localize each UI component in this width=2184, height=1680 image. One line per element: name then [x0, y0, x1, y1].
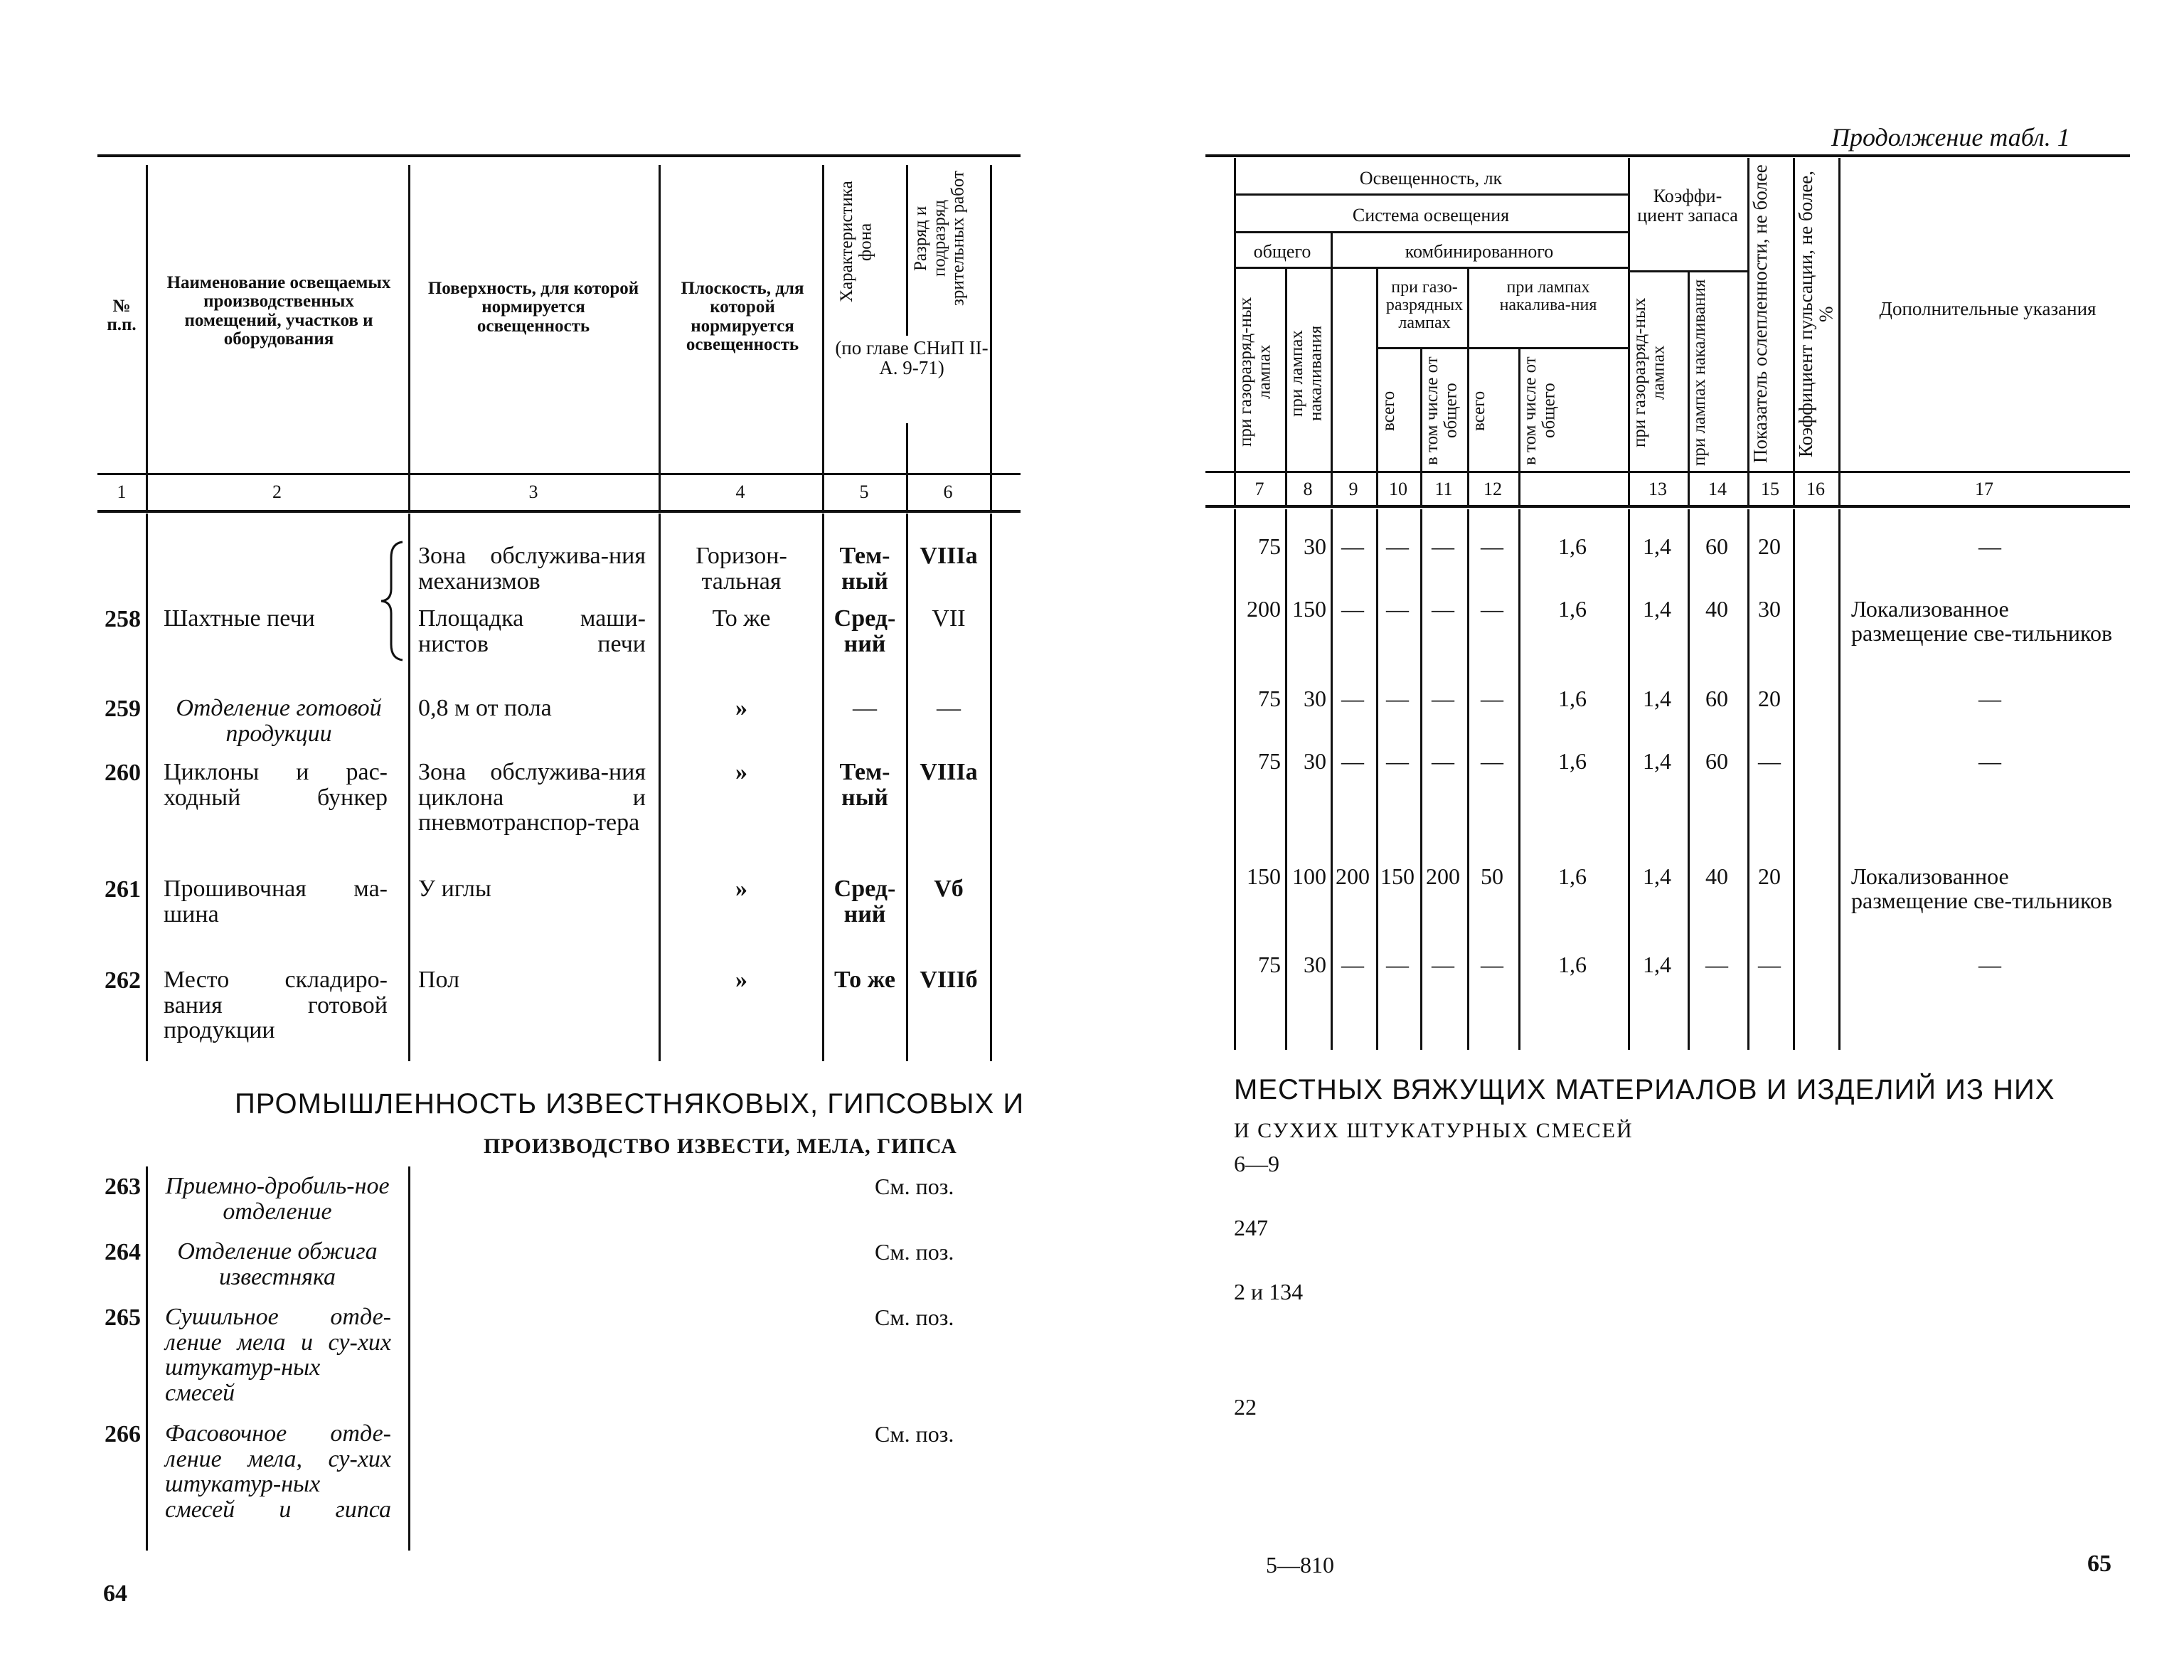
col-divider	[1838, 158, 1841, 505]
row-261-name: Прошивочная ма-шина	[164, 876, 388, 927]
table-cell-note: —	[1978, 533, 2001, 559]
row-259-num: 259	[105, 696, 141, 722]
row-262-surface: Пол	[418, 967, 460, 993]
table-cell-note: Локализованное размещение све-тильников	[1851, 596, 2113, 646]
row-258a-plane: Горизон-тальная	[696, 543, 787, 595]
col-divider	[822, 514, 824, 1061]
right-page	[1092, 0, 2184, 1680]
row-259-bg: —	[853, 695, 877, 721]
header-col13: при газоразряд-ных лампах	[1630, 297, 1668, 447]
colnum-bottom-rule	[1205, 505, 2130, 508]
table-cell: —	[1432, 686, 1454, 711]
colnum-15: 15	[1761, 479, 1779, 499]
page-number-left: 64	[103, 1580, 127, 1607]
row-266-ref: См. поз.	[875, 1421, 954, 1447]
table-cell: —	[1481, 533, 1503, 559]
col-divider	[146, 1166, 148, 1551]
header-col12: в том числе от общего	[1520, 356, 1559, 465]
row-261-grade: Vб	[934, 876, 964, 902]
row-262-plane: »	[735, 967, 747, 993]
colnum-12: 12	[1483, 479, 1502, 499]
col-divider	[1467, 269, 1469, 505]
table-cell: —	[1341, 952, 1364, 977]
table-cell: —	[1432, 748, 1454, 774]
col-divider	[1467, 509, 1469, 1050]
col-divider	[1628, 509, 1630, 1050]
table-cell: 60	[1705, 533, 1728, 559]
header-combined: комбинированного	[1405, 241, 1554, 262]
row-261-num: 261	[105, 876, 141, 903]
header-col15: Показатель ослепленности, не более	[1749, 164, 1771, 464]
table-cell: 75	[1258, 533, 1281, 559]
section-title-left: ПРОМЫШЛЕННОСТЬ ИЗВЕСТНЯКОВЫХ, ГИПСОВЫХ И	[235, 1088, 1025, 1120]
col-divider	[1420, 509, 1422, 1050]
table-cell: 60	[1705, 686, 1728, 711]
table-cell: —	[1341, 748, 1364, 774]
row-260-plane: »	[735, 759, 747, 785]
col-divider	[1518, 509, 1520, 1050]
header-col11: всего	[1469, 390, 1488, 431]
general-bottom-rule	[1234, 267, 1628, 269]
colnum-2: 2	[272, 482, 282, 502]
table-cell: 30	[1304, 748, 1326, 774]
table-cell: 200	[1336, 863, 1370, 889]
footer-code: 5—810	[1266, 1552, 1334, 1578]
table-cell: 1,6	[1558, 686, 1587, 711]
table-cell: —	[1758, 952, 1781, 977]
table-cell: 20	[1758, 863, 1781, 889]
table-cell: 200	[1426, 863, 1460, 889]
table-cell: 1,6	[1558, 596, 1587, 622]
system-bottom-rule	[1234, 231, 1628, 233]
table-cell: —	[1432, 952, 1454, 977]
table-cell: 200	[1247, 596, 1281, 622]
header-illum: Освещенность, лк	[1359, 168, 1503, 188]
row-262-bg: То же	[834, 967, 895, 993]
row-258b-plane: То же	[712, 605, 771, 632]
col-divider	[1838, 509, 1841, 1050]
header-general: общего	[1253, 241, 1311, 262]
table-cell-note: —	[1978, 748, 2001, 774]
row-258b-bg: Сред-ний	[833, 605, 896, 657]
table-cell: 1,6	[1558, 952, 1587, 977]
section-subtitle-right: И СУХИХ ШТУКАТУРНЫХ СМЕСЕЙ	[1234, 1119, 1634, 1142]
row-260-num: 260	[105, 760, 141, 786]
row-258a-bg: Тем-ный	[839, 543, 890, 595]
table-cell-note: Локализованное размещение све-тильников	[1851, 863, 2113, 913]
table-cell: 40	[1705, 863, 1728, 889]
row-265-ref: См. поз.	[875, 1304, 954, 1330]
ref-266: 22	[1234, 1394, 1257, 1420]
header-col17: Дополнительные указания	[1879, 298, 2097, 319]
header-col14: при лампах накаливания	[1690, 279, 1709, 466]
table-cell: 1,4	[1643, 863, 1671, 889]
row-261-surface: У иглы	[418, 876, 491, 902]
table-cell: 40	[1705, 596, 1728, 622]
table-cell: —	[1481, 748, 1503, 774]
col-divider	[408, 165, 410, 510]
col-divider	[659, 514, 661, 1061]
header-system: Система освещения	[1352, 205, 1510, 225]
table-cell: —	[1758, 748, 1781, 774]
colnum-9: 9	[1348, 479, 1358, 499]
col-divider	[1285, 509, 1287, 1050]
table-cell: 150	[1292, 596, 1326, 622]
header-col9: всего	[1379, 390, 1398, 431]
table-cell: 1,4	[1643, 748, 1671, 774]
col-divider	[659, 165, 661, 510]
table-cell: —	[1481, 686, 1503, 711]
header-reserve: Коэффи-циент запаса	[1637, 186, 1738, 226]
header-col8: при лампах накаливания	[1287, 325, 1326, 422]
col-divider	[1747, 509, 1749, 1050]
table-cell: 20	[1758, 686, 1781, 711]
colnum-8: 8	[1303, 479, 1313, 499]
row-259-name: Отделение готовой продукции	[176, 695, 382, 747]
row-263-ref: См. поз.	[875, 1174, 954, 1199]
illum-bottom-rule	[1234, 193, 1628, 196]
table-cell: —	[1386, 748, 1409, 774]
col-divider	[1793, 509, 1795, 1050]
row-265-num: 265	[105, 1304, 141, 1331]
row-264-ref: См. поз.	[875, 1239, 954, 1265]
header-col6: Разряд и подразряд зрительных работ	[911, 171, 968, 306]
colnum-11: 11	[1434, 479, 1453, 499]
table-cell: 150	[1247, 863, 1281, 889]
row-260-grade: VIIIа	[920, 759, 978, 785]
header-gas-lamps: при газо-разрядных лампах	[1385, 278, 1464, 333]
header-col16: Коэффициент пульсации, не более, %	[1795, 170, 1837, 458]
table-cell: —	[1386, 686, 1409, 711]
col-divider	[822, 165, 824, 510]
section-subtitle-left: ПРОИЗВОДСТВО ИЗВЕСТИ, МЕЛА, ГИПСА	[484, 1134, 957, 1158]
brace-icon	[378, 541, 407, 661]
table-cell: 1,6	[1558, 863, 1587, 889]
col-divider	[1234, 509, 1236, 1050]
col-divider	[1331, 509, 1333, 1050]
table-cell-note: —	[1978, 686, 2001, 711]
table-cell: 75	[1258, 686, 1281, 711]
table-cell: —	[1386, 952, 1409, 977]
table-cell: 75	[1258, 952, 1281, 977]
col-divider	[1376, 269, 1378, 347]
table-cell: 75	[1258, 748, 1281, 774]
table-cell: 150	[1380, 863, 1415, 889]
row-258b-surface: Площадка маши-нистов печи	[418, 605, 646, 657]
table-cell: 50	[1481, 863, 1503, 889]
colnum-13: 13	[1648, 479, 1667, 499]
table-cell: —	[1341, 686, 1364, 711]
row-258-num: 258	[105, 606, 141, 632]
row-265-name: Сушильное отде-ление мела и су-хих штукатур-ных смесей	[165, 1304, 391, 1407]
col-divider	[906, 514, 908, 1061]
header-col4: Плоскость, для которой нормируется освещенность	[681, 279, 804, 354]
row-259-surface: 0,8 м от пола	[418, 695, 552, 721]
header-col3: Поверхность, для которой нормируется освещенность	[427, 279, 639, 336]
table-cell: 1,4	[1643, 952, 1671, 977]
table-cell: 30	[1304, 686, 1326, 711]
header-bottom-rule	[1205, 471, 2130, 473]
table-cell: —	[1386, 533, 1409, 559]
row-260-name: Циклоны и рас-ходный бункер	[164, 759, 388, 811]
row-262-grade: VIIIб	[920, 967, 978, 993]
colnum-16: 16	[1806, 479, 1825, 499]
header-col5: Характеристика фона	[837, 181, 875, 303]
row-262-num: 262	[105, 967, 141, 994]
subgroup-bottom-rule	[1376, 347, 1628, 349]
row-258a-grade: VIIIа	[920, 543, 978, 569]
ref-265: 2 и 134	[1234, 1279, 1304, 1304]
colnum-4: 4	[735, 482, 745, 502]
header-bottom-rule	[97, 473, 1021, 475]
col-divider	[990, 514, 992, 1061]
header-inc-lamps: при лампах накалива-ния	[1499, 278, 1597, 315]
row-258-name: Шахтные печи	[164, 605, 315, 632]
row-263-name: Приемно-дробиль-ное отделение	[165, 1173, 390, 1225]
col-divider	[906, 165, 908, 336]
row-258b-grade: VII	[932, 605, 966, 632]
col-divider	[408, 514, 410, 1061]
ref-263: 6—9	[1234, 1151, 1279, 1176]
header-col10: в том числе от общего	[1422, 356, 1461, 465]
table-cell: 1,6	[1558, 533, 1587, 559]
table-cell: 1,4	[1643, 686, 1671, 711]
row-261-bg: Сред-ний	[833, 876, 896, 927]
col-divider	[990, 165, 992, 510]
col-divider	[146, 165, 148, 510]
table-cell: —	[1386, 596, 1409, 622]
colnum-6: 6	[943, 482, 953, 502]
table-cell: —	[1481, 952, 1503, 977]
row-260-surface: Зона обслужива-ния циклона и пневмотранспор-тера	[418, 759, 646, 836]
col-divider	[1688, 509, 1690, 1050]
table-cell: 100	[1292, 863, 1326, 889]
row-261-plane: »	[735, 876, 747, 902]
table-top-rule	[97, 154, 1021, 157]
row-266-num: 266	[105, 1421, 141, 1447]
continuation-caption: Продолжение табл. 1	[1831, 123, 2070, 151]
header-col56-note: (по главе СНиП II-А. 9-71)	[835, 337, 989, 379]
col-divider	[1331, 233, 1333, 505]
table-cell: 60	[1705, 748, 1728, 774]
colnum-1: 1	[117, 482, 127, 502]
col-divider	[1376, 509, 1378, 1050]
row-264-name: Отделение обжига известняка	[177, 1238, 378, 1290]
table-cell: —	[1341, 533, 1364, 559]
table-cell: —	[1341, 596, 1364, 622]
row-259-plane: »	[735, 695, 747, 721]
table-cell: 30	[1758, 596, 1781, 622]
section-title-right: МЕСТНЫХ ВЯЖУЩИХ МАТЕРИАЛОВ И ИЗДЕЛИЙ ИЗ НИХ	[1234, 1074, 2055, 1105]
table-cell: 1,6	[1558, 748, 1587, 774]
col-divider	[146, 514, 148, 1061]
table-cell: 1,4	[1643, 596, 1671, 622]
ref-264: 247	[1234, 1215, 1268, 1240]
page-number-right: 65	[2087, 1551, 2111, 1577]
row-266-name: Фасовочное отде-ление мела, су-хих штукатур-ных смесей и гипса	[165, 1420, 391, 1524]
colnum-10: 10	[1389, 479, 1407, 499]
table-cell: —	[1481, 596, 1503, 622]
colnum-14: 14	[1708, 479, 1727, 499]
colnum-5: 5	[859, 482, 869, 502]
table-cell: 1,4	[1643, 533, 1671, 559]
header-col7: при газоразряд-ных лампах	[1236, 297, 1274, 447]
table-cell: —	[1432, 533, 1454, 559]
header-col2: Наименование освещаемых производственных помещений, участков и оборудования	[166, 273, 391, 349]
table-cell: 30	[1304, 952, 1326, 977]
colnum-3: 3	[528, 482, 538, 502]
colnum-bottom-rule	[97, 510, 1021, 513]
header-col1: № п.п.	[107, 297, 137, 335]
colnum-17: 17	[1975, 479, 1993, 499]
colnum-7: 7	[1255, 479, 1264, 499]
table-cell: 30	[1304, 533, 1326, 559]
table-cell-note: —	[1978, 952, 2001, 977]
col-divider	[408, 1166, 410, 1551]
table-cell: 20	[1758, 533, 1781, 559]
table-top-rule	[1205, 154, 2130, 157]
row-258a-surface: Зона обслужива-ния механизмов	[418, 543, 646, 595]
row-259-grade: —	[937, 695, 961, 721]
row-263-num: 263	[105, 1174, 141, 1200]
table-cell: —	[1432, 596, 1454, 622]
row-260-bg: Тем-ный	[839, 759, 890, 811]
table-cell: —	[1705, 952, 1728, 977]
row-264-num: 264	[105, 1239, 141, 1265]
row-262-name: Место складиро-вания готовой продукции	[164, 967, 388, 1044]
